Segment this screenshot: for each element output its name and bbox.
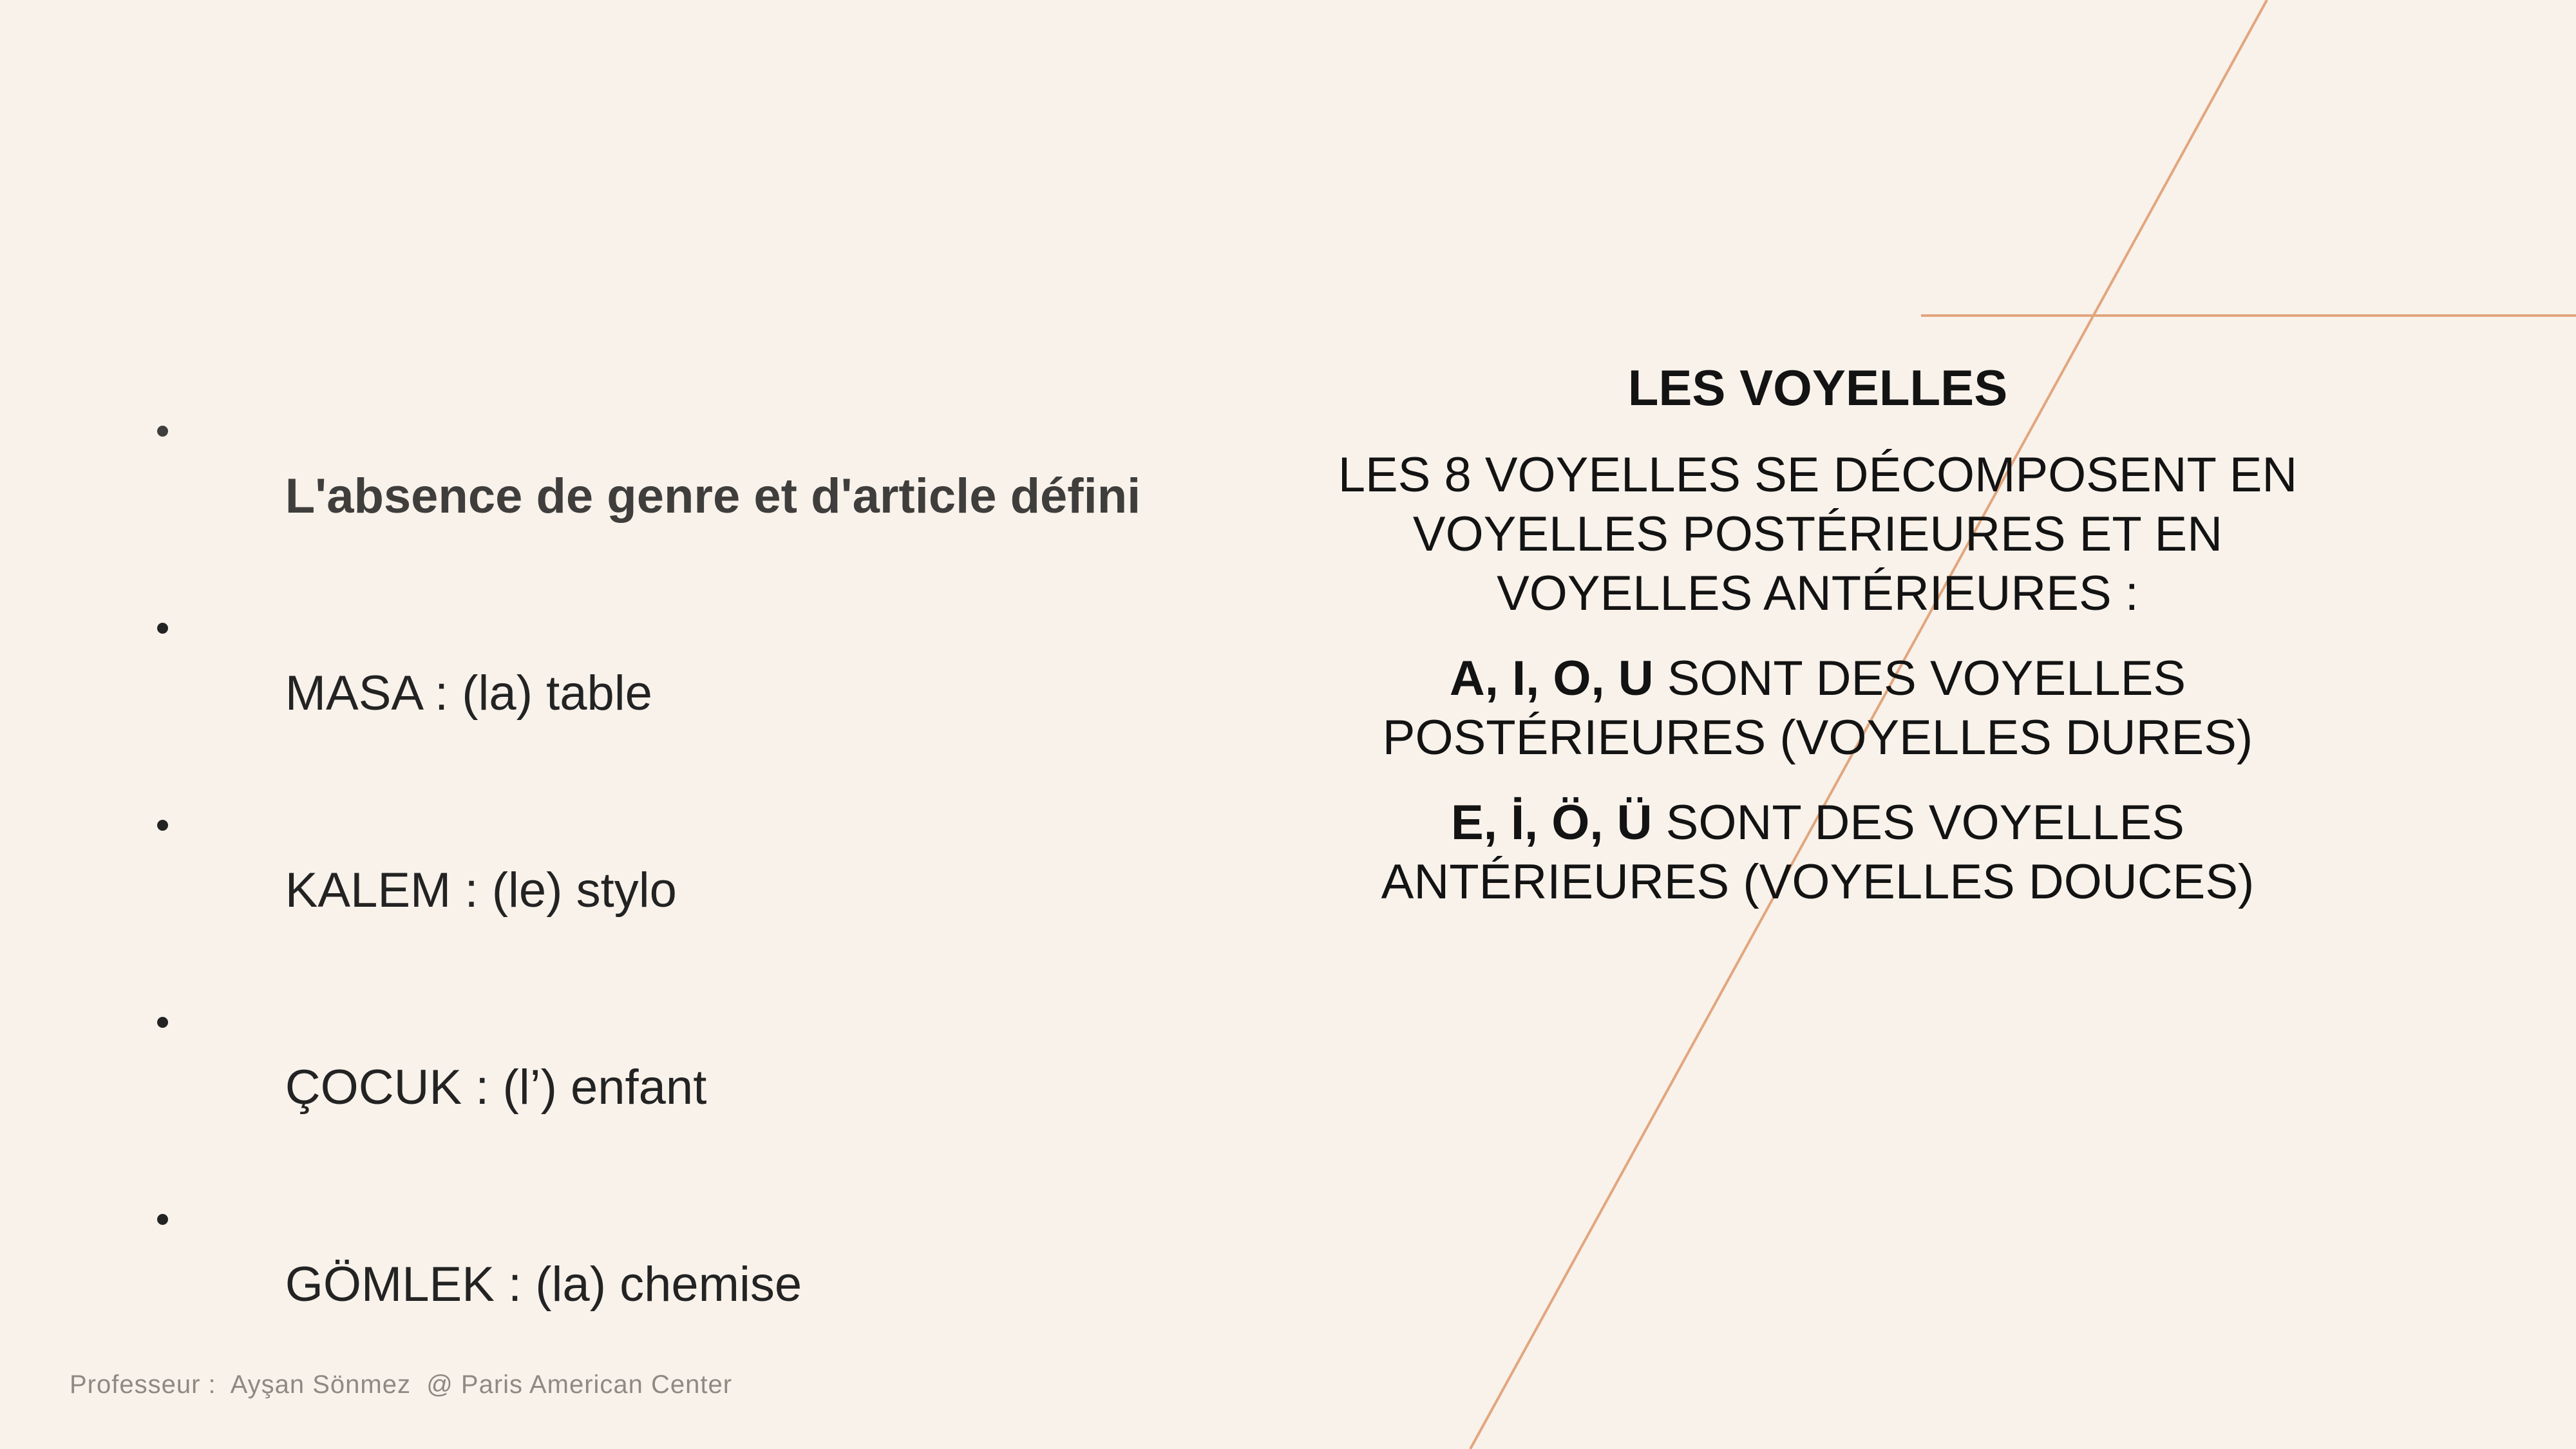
list-item-cocuk — [143, 989, 1141, 1186]
list-item-label: MASA : (la) table — [285, 666, 652, 721]
intro-line: VOYELLES ANTÉRIEURES : — [1497, 566, 2139, 621]
hard-vowels-line-2: POSTÉRIEURES (VOYELLES DURES) — [1382, 710, 2253, 765]
list-item-title — [143, 398, 1141, 595]
vowels-intro-paragraph — [1320, 446, 2315, 623]
list-item-label: GÖMLEK : (la) chemise — [285, 1257, 802, 1312]
list-item-masa — [143, 595, 1141, 792]
soft-vowels-line-1 — [1320, 793, 2315, 853]
soft-vowels-group: E, İ, Ö, Ü — [1451, 795, 1653, 850]
hard-vowels-line-1 — [1320, 649, 2315, 708]
intro-line: VOYELLES POSTÉRIEURES ET EN — [1412, 507, 2223, 562]
soft-vowels-line-1-rest: SONT DES VOYELLES — [1652, 795, 2184, 850]
vowels-panel — [1320, 355, 2315, 938]
grammar-bullet-list — [143, 398, 1141, 1383]
panel-title: LES VOYELLES — [1627, 359, 2008, 416]
list-item-label: L'absence de genre et d'article défini — [285, 469, 1141, 524]
list-item-kalem — [143, 792, 1141, 989]
professor-credit: Professeur : Ayşan Sönmez @ Paris American Center — [70, 1370, 733, 1399]
list-item-label: KALEM : (le) stylo — [285, 863, 677, 918]
list-item-label: ÇOCUK : (l’) enfant — [285, 1060, 707, 1115]
hard-vowels-paragraph — [1320, 649, 2315, 768]
hard-vowels-line-1-rest: SONT DES VOYELLES — [1653, 651, 2186, 706]
intro-line: LES 8 VOYELLES SE DÉCOMPOSENT EN — [1338, 448, 2298, 502]
soft-vowels-line-2: ANTÉRIEURES (VOYELLES DOUCES) — [1381, 855, 2255, 909]
list-item-gomlek — [143, 1186, 1141, 1383]
soft-vowels-paragraph — [1320, 793, 2315, 912]
hard-vowels-group: A, I, O, U — [1449, 651, 1654, 706]
